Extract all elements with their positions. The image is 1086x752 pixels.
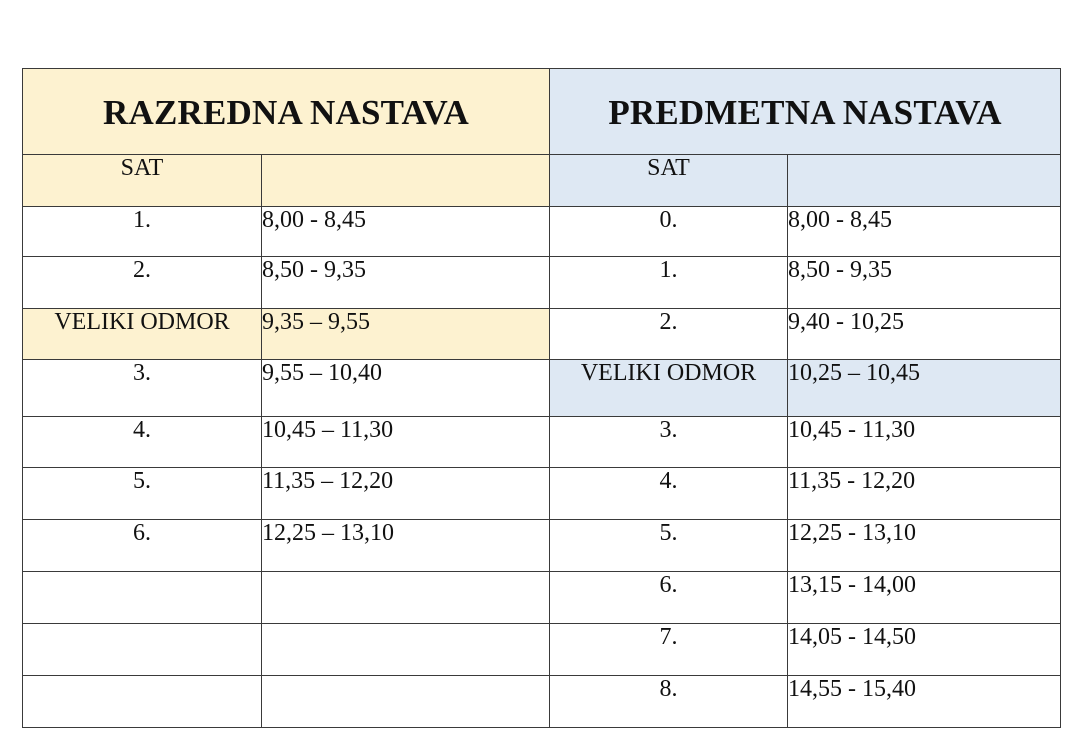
predmetna-sat-cell: 2.	[550, 309, 788, 360]
razredna-sat-header: SAT	[23, 155, 262, 207]
predmetna-time-cell: 8,50 - 9,35	[788, 257, 1061, 309]
predmetna-sat-header: SAT	[550, 155, 788, 207]
table-row	[23, 417, 1061, 468]
razredna-time-cell: 9,55 – 10,40	[262, 360, 550, 417]
predmetna-time-cell: 9,40 - 10,25	[788, 309, 1061, 360]
table-row	[23, 360, 1061, 417]
razredna-time-header	[262, 155, 550, 207]
title-row	[23, 69, 1061, 155]
table-row	[23, 309, 1061, 360]
table-row	[23, 624, 1061, 676]
razredna-sat-cell: 2.	[23, 257, 262, 309]
table-row	[23, 207, 1061, 257]
razredna-time-cell: 12,25 – 13,10	[262, 520, 550, 572]
table-row	[23, 468, 1061, 520]
razredna-time-cell: 8,00 - 8,45	[262, 207, 550, 257]
razredna-sat-cell: 3.	[23, 360, 262, 417]
predmetna-sat-cell: 3.	[550, 417, 788, 468]
razredna-sat-cell	[23, 624, 262, 676]
predmetna-time-cell: 14,05 - 14,50	[788, 624, 1061, 676]
predmetna-sat-cell: 7.	[550, 624, 788, 676]
predmetna-sat-cell: 0.	[550, 207, 788, 257]
razredna-time-cell: 10,45 – 11,30	[262, 417, 550, 468]
razredna-time-cell	[262, 572, 550, 624]
predmetna-time-cell: 11,35 - 12,20	[788, 468, 1061, 520]
razredna-sat-cell: 1.	[23, 207, 262, 257]
razredna-sat-cell	[23, 676, 262, 728]
school-schedule-table	[22, 68, 1061, 728]
table-row	[23, 572, 1061, 624]
razredna-time-cell: 11,35 – 12,20	[262, 468, 550, 520]
razredna-sat-cell: 4.	[23, 417, 262, 468]
table-row	[23, 520, 1061, 572]
predmetna-sat-cell: 6.	[550, 572, 788, 624]
razredna-time-cell	[262, 676, 550, 728]
predmetna-sat-cell: 1.	[550, 257, 788, 309]
predmetna-time-cell: 12,25 - 13,10	[788, 520, 1061, 572]
predmetna-sat-cell: 5.	[550, 520, 788, 572]
predmetna-break-time: 10,25 – 10,45	[788, 360, 1061, 417]
predmetna-sat-cell: 4.	[550, 468, 788, 520]
predmetna-time-cell: 8,00 - 8,45	[788, 207, 1061, 257]
predmetna-sat-cell: 8.	[550, 676, 788, 728]
table-row	[23, 257, 1061, 309]
razredna-sat-cell: 6.	[23, 520, 262, 572]
predmetna-time-header	[788, 155, 1061, 207]
razredna-title: RAZREDNA NASTAVA	[23, 69, 550, 155]
razredna-time-cell	[262, 624, 550, 676]
predmetna-title: PREDMETNA NASTAVA	[550, 69, 1061, 155]
subheader-row	[23, 155, 1061, 207]
predmetna-break-label: VELIKI ODMOR	[550, 360, 788, 417]
razredna-sat-cell: 5.	[23, 468, 262, 520]
predmetna-time-cell: 10,45 - 11,30	[788, 417, 1061, 468]
predmetna-time-cell: 14,55 - 15,40	[788, 676, 1061, 728]
razredna-break-label: VELIKI ODMOR	[23, 309, 262, 360]
razredna-time-cell: 8,50 - 9,35	[262, 257, 550, 309]
table-row	[23, 676, 1061, 728]
predmetna-time-cell: 13,15 - 14,00	[788, 572, 1061, 624]
razredna-break-time: 9,35 – 9,55	[262, 309, 550, 360]
razredna-sat-cell	[23, 572, 262, 624]
